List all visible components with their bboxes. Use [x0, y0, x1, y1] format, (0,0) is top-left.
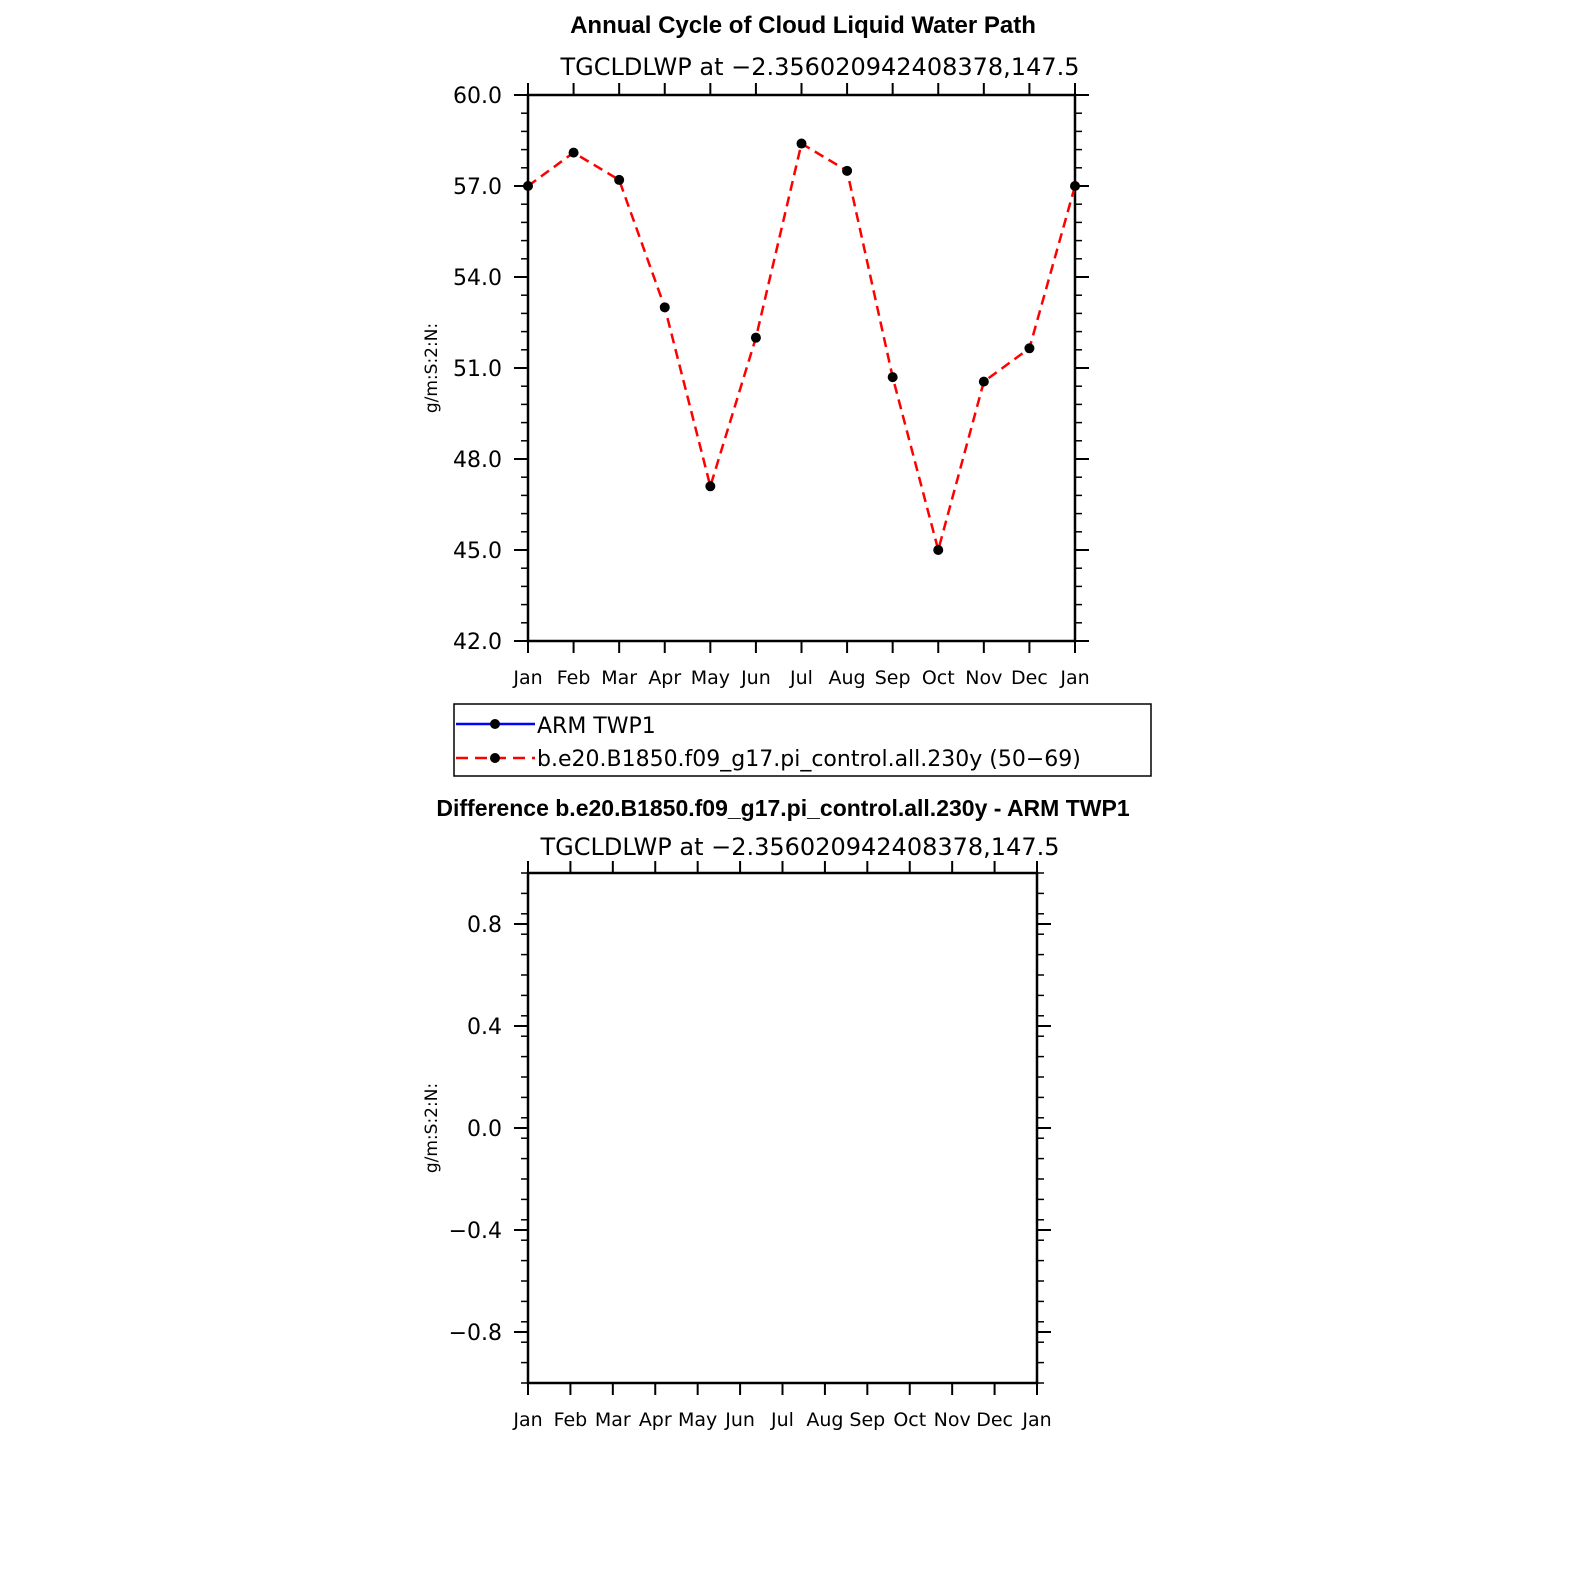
chart2-title: Difference b.e20.B1850.f09_g17.pi_control.all.230y - ARM TWP1: [436, 795, 1130, 821]
chart2-xtick-label-aug-7: Aug: [806, 1409, 844, 1431]
data-point-b-e20-b1850-f09-g17-pi-control-all-230y-50-69-5: [751, 333, 761, 343]
chart1-xtick-label-jul-6: Jul: [790, 667, 813, 689]
data-point-b-e20-b1850-f09-g17-pi-control-all-230y-50-69-11: [1024, 343, 1034, 353]
chart1-ytick-label-1: 57.0: [453, 175, 502, 200]
series-line-b-e20-b1850-f09-g17-pi-control-all-230y-50-69: [528, 144, 1075, 550]
data-point-b-e20-b1850-f09-g17-pi-control-all-230y-50-69-6: [797, 139, 807, 149]
chart1-legend: [454, 704, 1151, 776]
chart1-subtitle: TGCLDLWP at −2.356020942408378,147.5: [560, 53, 1080, 81]
chart1-xtick-label-aug-7: Aug: [828, 667, 866, 689]
chart1-xtick-label-nov-10: Nov: [965, 667, 1003, 689]
chart1-xtick-label-dec-11: Dec: [1011, 667, 1048, 689]
data-point-b-e20-b1850-f09-g17-pi-control-all-230y-50-69-7: [842, 166, 852, 176]
chart2-xtick-label-sep-8: Sep: [849, 1409, 886, 1431]
data-point-b-e20-b1850-f09-g17-pi-control-all-230y-50-69-0: [523, 181, 533, 191]
legend-marker-arm-twp1: [490, 719, 500, 729]
chart1-xtick-label-sep-8: Sep: [874, 667, 911, 689]
chart1-xtick-label-jun-5: Jun: [741, 667, 771, 689]
chart-annual-cycle: [422, 12, 1151, 776]
data-point-b-e20-b1850-f09-g17-pi-control-all-230y-50-69-8: [888, 372, 898, 382]
chart2-xtick-label-jul-6: Jul: [771, 1409, 794, 1431]
chart2-xtick-label-jun-5: Jun: [725, 1409, 755, 1431]
chart2-xtick-label-feb-1: Feb: [553, 1409, 588, 1431]
chart2-xtick-label-nov-10: Nov: [933, 1409, 971, 1431]
chart2-xtick-label-jan-12: Jan: [1022, 1409, 1052, 1431]
chart1-ytick-label-0: 60.0: [453, 84, 502, 109]
chart1-axes: [453, 83, 1090, 689]
data-point-b-e20-b1850-f09-g17-pi-control-all-230y-50-69-1: [569, 148, 579, 158]
chart1-plot-frame: [528, 95, 1075, 641]
chart1-xtick-label-may-4: May: [690, 667, 730, 689]
data-point-b-e20-b1850-f09-g17-pi-control-all-230y-50-69-3: [660, 302, 670, 312]
chart2-subtitle: TGCLDLWP at −2.356020942408378,147.5: [540, 833, 1060, 861]
data-point-b-e20-b1850-f09-g17-pi-control-all-230y-50-69-10: [979, 377, 989, 387]
chart1-ytick-label-5: 45.0: [453, 539, 502, 564]
legend-label-model: b.e20.B1850.f09_g17.pi_control.all.230y (50−69): [537, 747, 1081, 772]
chart1-xtick-label-apr-3: Apr: [648, 667, 682, 689]
chart2-ytick-label-3: −0.4: [448, 1219, 502, 1244]
chart2-xtick-label-may-4: May: [678, 1409, 718, 1431]
chart1-series-points: [523, 139, 1080, 555]
chart2-y-axis-label: g/m:S:2:N:: [422, 1082, 442, 1174]
chart1-y-axis-label: g/m:S:2:N:: [422, 322, 442, 414]
chart1-xtick-label-feb-1: Feb: [556, 667, 591, 689]
chart2-ytick-label-2: 0.0: [467, 1117, 502, 1142]
chart-difference: [422, 795, 1130, 1431]
data-point-b-e20-b1850-f09-g17-pi-control-all-230y-50-69-12: [1070, 181, 1080, 191]
chart1-ytick-label-6: 42.0: [453, 630, 502, 655]
chart2-ytick-label-4: −0.8: [448, 1321, 502, 1346]
chart1-series-lines: [528, 144, 1075, 550]
chart1-ytick-label-4: 48.0: [453, 448, 502, 473]
chart2-axes: [449, 861, 1052, 1431]
chart1-xtick-label-mar-2: Mar: [601, 667, 638, 689]
chart1-ytick-label-3: 51.0: [453, 357, 502, 382]
chart2-xtick-label-apr-3: Apr: [638, 1409, 672, 1431]
chart1-ytick-label-2: 54.0: [453, 266, 502, 291]
data-point-b-e20-b1850-f09-g17-pi-control-all-230y-50-69-2: [614, 175, 624, 185]
chart2-ytick-label-1: 0.4: [467, 1015, 502, 1040]
data-point-b-e20-b1850-f09-g17-pi-control-all-230y-50-69-4: [705, 481, 715, 491]
legend-label-arm-twp1: ARM TWP1: [537, 714, 656, 739]
chart2-plot-frame: [528, 873, 1037, 1383]
chart2-xtick-label-jan-0: Jan: [513, 1409, 543, 1431]
chart2-xtick-label-dec-11: Dec: [976, 1409, 1013, 1431]
chart2-ytick-label-0: 0.8: [467, 913, 502, 938]
chart1-title: Annual Cycle of Cloud Liquid Water Path: [570, 12, 1036, 39]
chart2-xtick-label-mar-2: Mar: [594, 1409, 631, 1431]
chart2-xtick-label-oct-9: Oct: [893, 1409, 927, 1431]
legend-marker-model: [490, 753, 500, 763]
data-point-b-e20-b1850-f09-g17-pi-control-all-230y-50-69-9: [933, 545, 943, 555]
chart1-xtick-label-oct-9: Oct: [921, 667, 955, 689]
chart1-xtick-label-jan-0: Jan: [513, 667, 543, 689]
chart1-xtick-label-jan-12: Jan: [1060, 667, 1090, 689]
